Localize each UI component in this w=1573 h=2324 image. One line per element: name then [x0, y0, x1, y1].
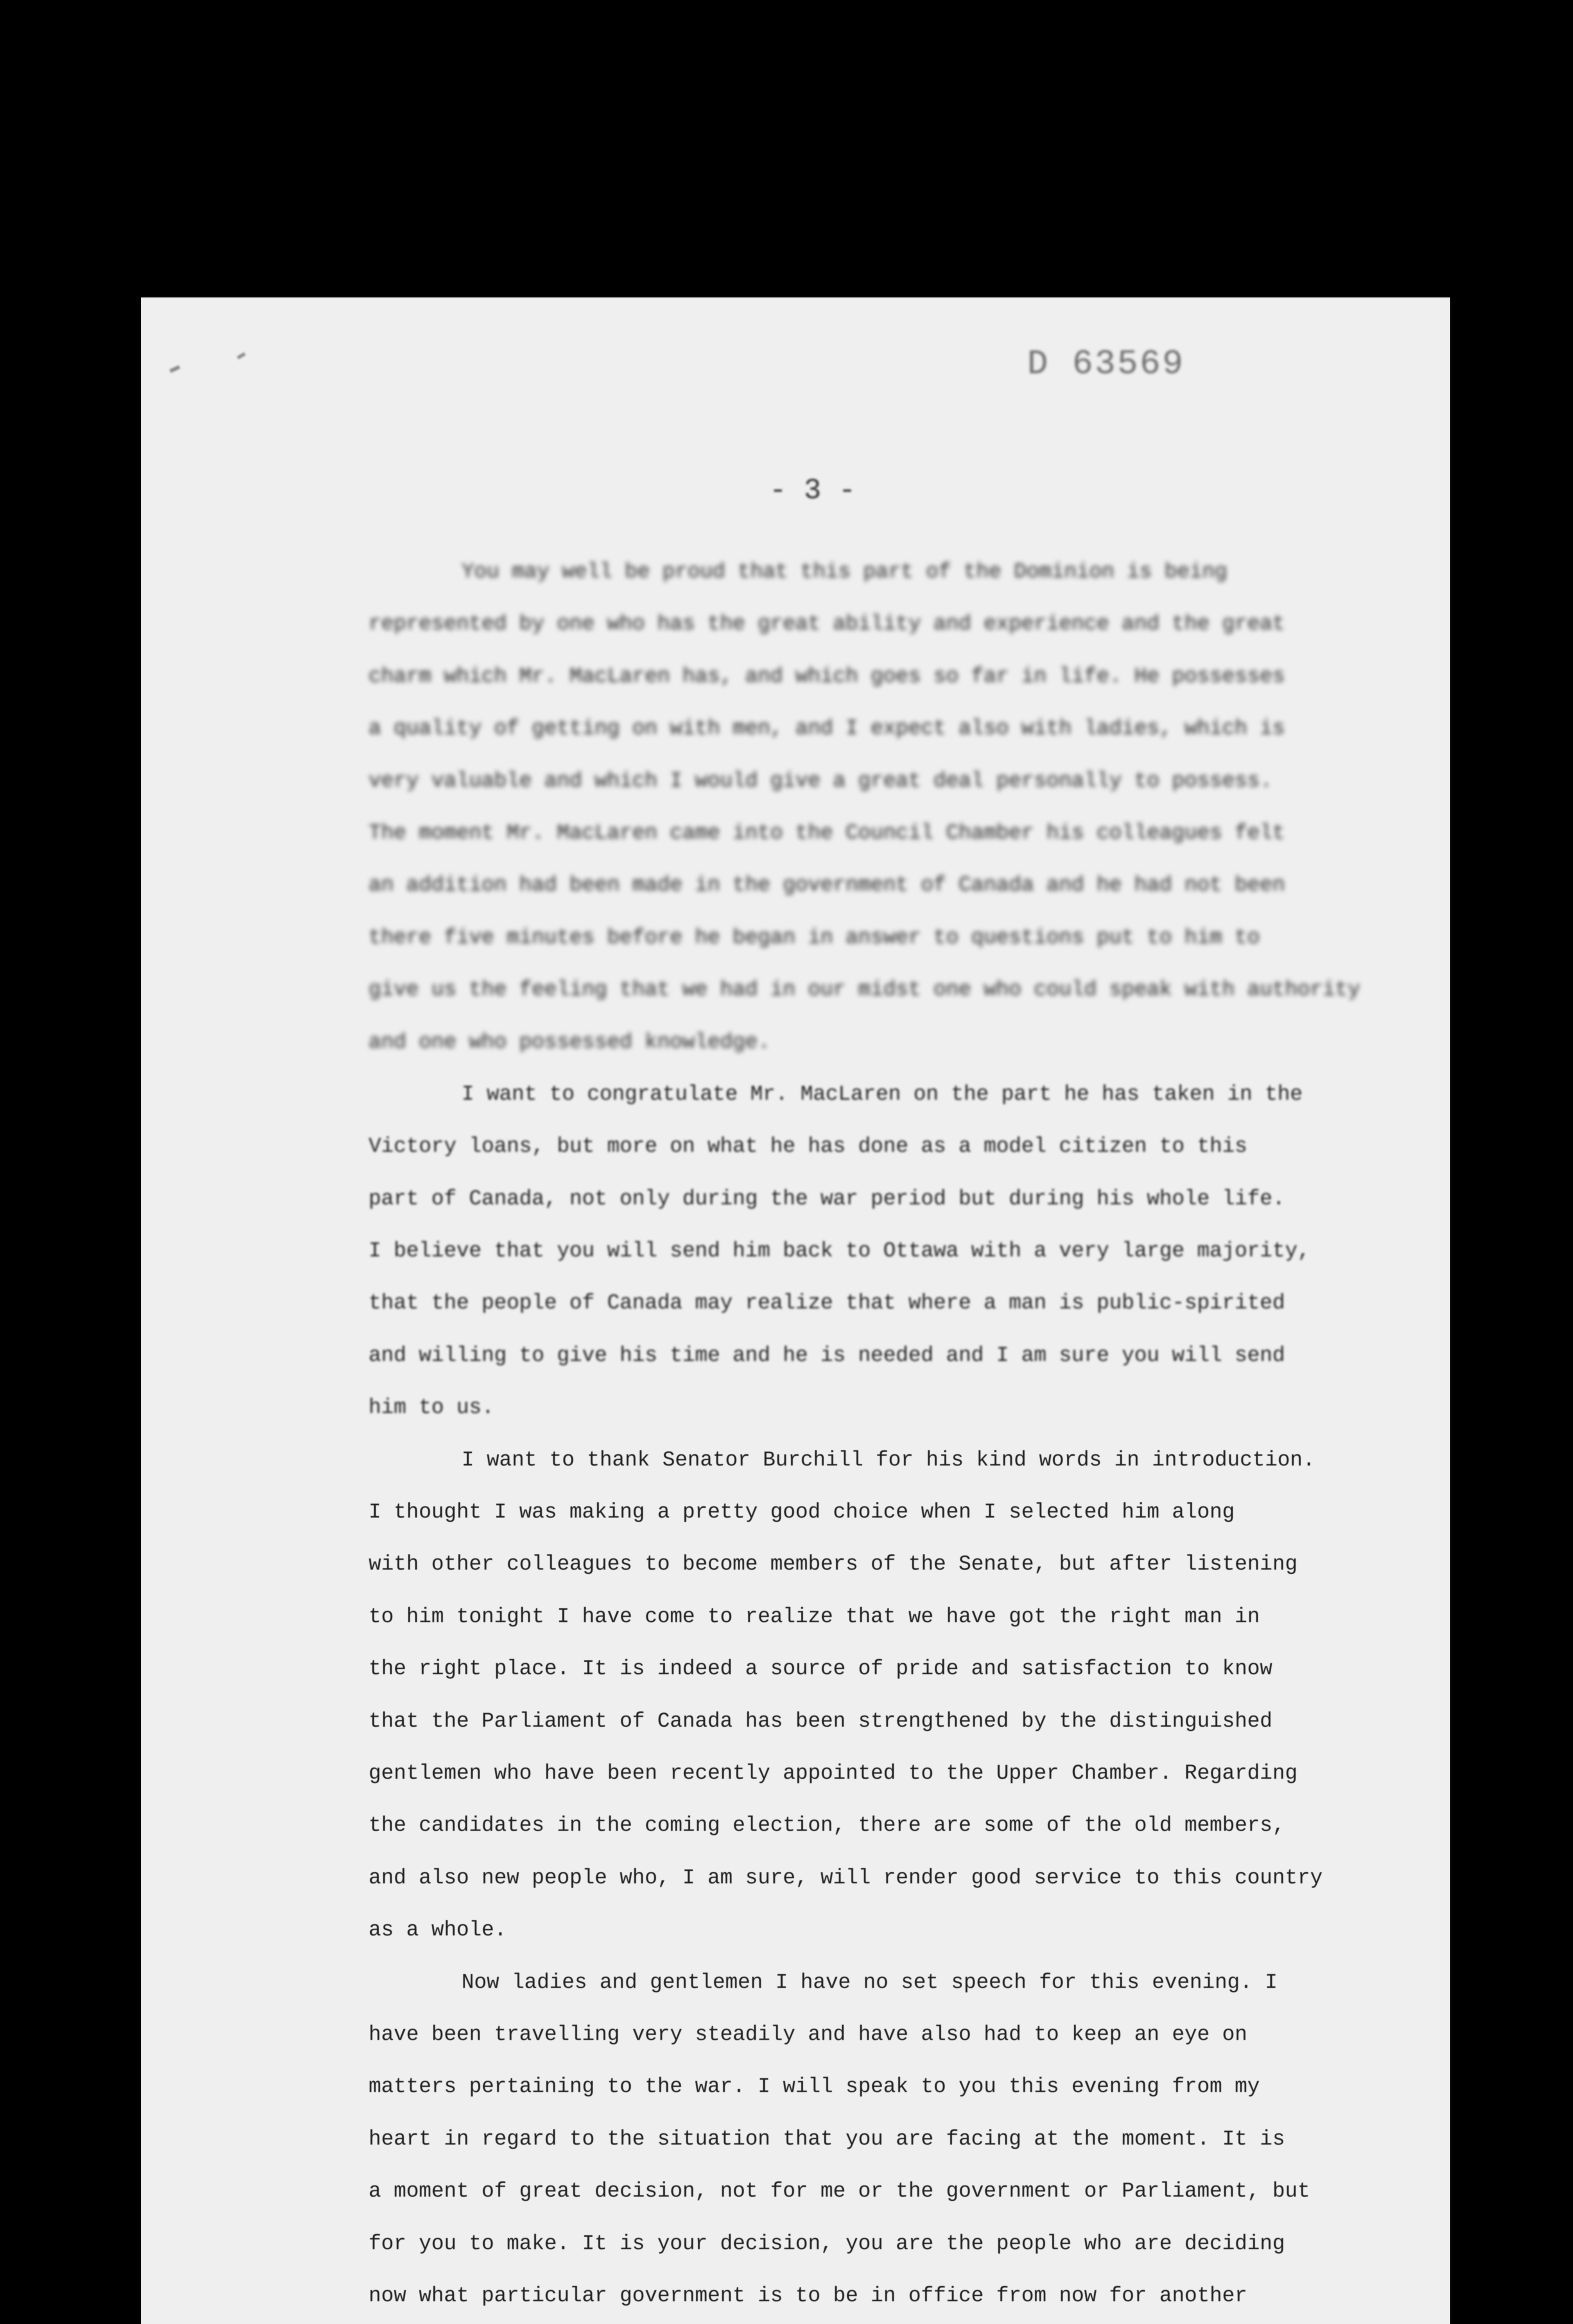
text-line: and one who possessed knowledge.	[369, 1030, 771, 1054]
text-line: gentlemen who have been recently appointed to the Upper Chamber. Regarding	[369, 1761, 1298, 1785]
text-line: a moment of great decision, not for me or the government or Parliament, but	[369, 2179, 1310, 2204]
text-line: to him tonight I have come to realize that we have got the right man in	[369, 1604, 1260, 1629]
text-line: have been travelling very steadily and have also had to keep an eye on	[369, 2022, 1248, 2047]
text-line: the right place. It is indeed a source of pride and satisfaction to know	[369, 1657, 1273, 1681]
text-line: the candidates in the coming election, there are some of the old members,	[369, 1814, 1285, 1838]
paragraph-1	[369, 546, 1410, 1069]
text-line: charm which Mr. MacLaren has, and which goes so far in life. He possesses	[369, 664, 1285, 688]
text-line: I want to thank Senator Burchill for his kind words in introduction.	[462, 1448, 1315, 1472]
text-line: him to us.	[369, 1396, 495, 1420]
paragraph-2	[369, 1069, 1410, 1434]
text-line: You may well be proud that this part of the Dominion is being	[462, 560, 1228, 584]
text-line: Victory loans, but more on what he has done as a model citizen to this	[369, 1135, 1248, 1159]
text-line: and willing to give his time and he is needed and I am sure you will send	[369, 1343, 1285, 1367]
text-line: for you to make. It is your decision, you are the people who are deciding	[369, 2232, 1285, 2256]
text-line	[369, 2322, 1410, 2324]
text-line: as a whole.	[369, 1918, 507, 1942]
text-line: very valuable and which I would give a great deal personally to possess.	[369, 769, 1273, 793]
text-line: matters pertaining to the war. I will speak to you this evening from my	[369, 2075, 1260, 2099]
document-stamp: D 63569	[1027, 345, 1185, 384]
text-line: I want to congratulate Mr. MacLaren on the part he has taken in the	[462, 1082, 1303, 1106]
paragraph-4	[369, 1957, 1410, 2324]
text-line: I believe that you will send him back to Ottawa with a very large majority,	[369, 1239, 1310, 1263]
text-line: part of Canada, not only during the war period but during his whole life.	[369, 1187, 1285, 1211]
text-line: and also new people who, I am sure, will render good service to this country	[369, 1866, 1323, 1890]
text-line: I thought I was making a pretty good choice when I selected him along	[369, 1500, 1235, 1525]
text-line: represented by one who has the great ability and experience and the great	[369, 612, 1285, 636]
text-line: an addition had been made in the government of Canada and he had not been	[369, 873, 1285, 898]
text-line: heart in regard to the situation that you are facing at the moment. It is	[369, 2127, 1285, 2151]
text-line: give us the feeling that we had in our midst one who could speak with authority	[369, 978, 1361, 1002]
text-line: Now ladies and gentlemen I have no set speech for this evening. I	[462, 1970, 1278, 1994]
text-line: with other colleagues to become members of the Senate, but after listening	[369, 1552, 1298, 1577]
text-line: that the people of Canada may realize that where a man is public-spirited	[369, 1291, 1285, 1315]
paragraph-3	[369, 1434, 1410, 1957]
document-body	[369, 546, 1410, 2324]
text-line: a quality of getting on with men, and I expect also with ladies, which is	[369, 717, 1285, 741]
text-line: The moment Mr. MacLaren came into the Council Chamber his colleagues felt	[369, 821, 1285, 845]
page-number: - 3 -	[769, 474, 856, 507]
text-line: that the Parliament of Canada has been strengthened by the distinguished	[369, 1709, 1273, 1733]
text-line: there five minutes before he began in answer to questions put to him to	[369, 925, 1260, 950]
text-line: now what particular government is to be in office from now for another	[369, 2284, 1248, 2308]
